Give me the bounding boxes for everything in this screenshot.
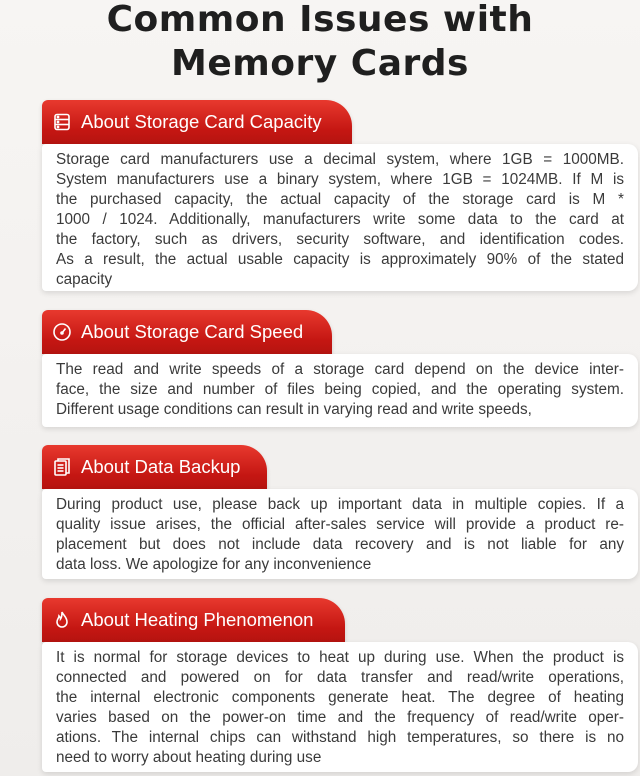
body-line: During product use, please back up important data in multiple copies. If a: [56, 496, 624, 513]
section-heading: About Data Backup: [81, 456, 241, 477]
section-heading-tab: [42, 310, 332, 354]
page-title: Common Issues with Memory Cards: [106, 0, 534, 84]
copy-document-icon: [52, 457, 72, 477]
section-heading-tab: [42, 445, 267, 489]
section-body: [42, 489, 638, 579]
section-body: [42, 144, 638, 291]
section-body: [42, 354, 638, 427]
body-line: the purchased capacity, the actual capacity of the storage card is M *: [56, 191, 624, 208]
body-line: System manufacturers use a binary system, where 1GB = 1024MB. If M is: [56, 171, 624, 188]
body-line: placement but does not include data recovery and is not liable for any: [56, 536, 624, 553]
section-heading: About Heating Phenomenon: [81, 609, 314, 630]
body-line: As a result, the actual usable capacity is approximately 90% of the stated: [56, 251, 624, 268]
body-line: varies based on the power-on time and the frequency of read/write oper-: [56, 709, 624, 726]
body-line: 1000 / 1024. Additionally, manufacturers write some data to the card at: [56, 211, 624, 228]
body-line: face, the size and number of files being copied, and the operating system.: [56, 381, 624, 398]
flame-icon: [52, 610, 72, 630]
storage-list-icon: [52, 112, 72, 132]
body-line: The read and write speeds of a storage card depend on the device inter-: [56, 361, 624, 378]
section-heading: About Storage Card Capacity: [81, 111, 322, 132]
speedometer-icon: [52, 322, 72, 342]
body-line: the factory, such as drivers, security software, and identification codes.: [56, 231, 624, 248]
body-line: connected and powered on for data transfer and read/write operations,: [56, 669, 624, 686]
section-body: [42, 642, 638, 772]
section-heading-tab: [42, 598, 345, 642]
body-line: Different usage conditions can result in varying read and write speeds,: [56, 401, 532, 418]
body-line: capacity: [56, 271, 113, 288]
body-line: data loss. We apologize for any inconvenience: [56, 556, 372, 573]
body-line: the internal electronic components generate heat. The degree of heating: [56, 689, 624, 706]
body-line: ations. The internal chips can withstand high temperatures, so there is no: [56, 729, 624, 746]
body-line: Storage card manufacturers use a decimal system, where 1GB = 1000MB.: [56, 151, 624, 168]
body-line: need to worry about heating during use: [56, 749, 322, 766]
body-line: quality issue arises, the official after-sales service will provide a product re-: [56, 516, 624, 533]
section-heading-tab: [42, 100, 352, 144]
body-line: It is normal for storage devices to heat up during use. When the product is: [56, 649, 624, 666]
section-heading: About Storage Card Speed: [81, 321, 304, 342]
